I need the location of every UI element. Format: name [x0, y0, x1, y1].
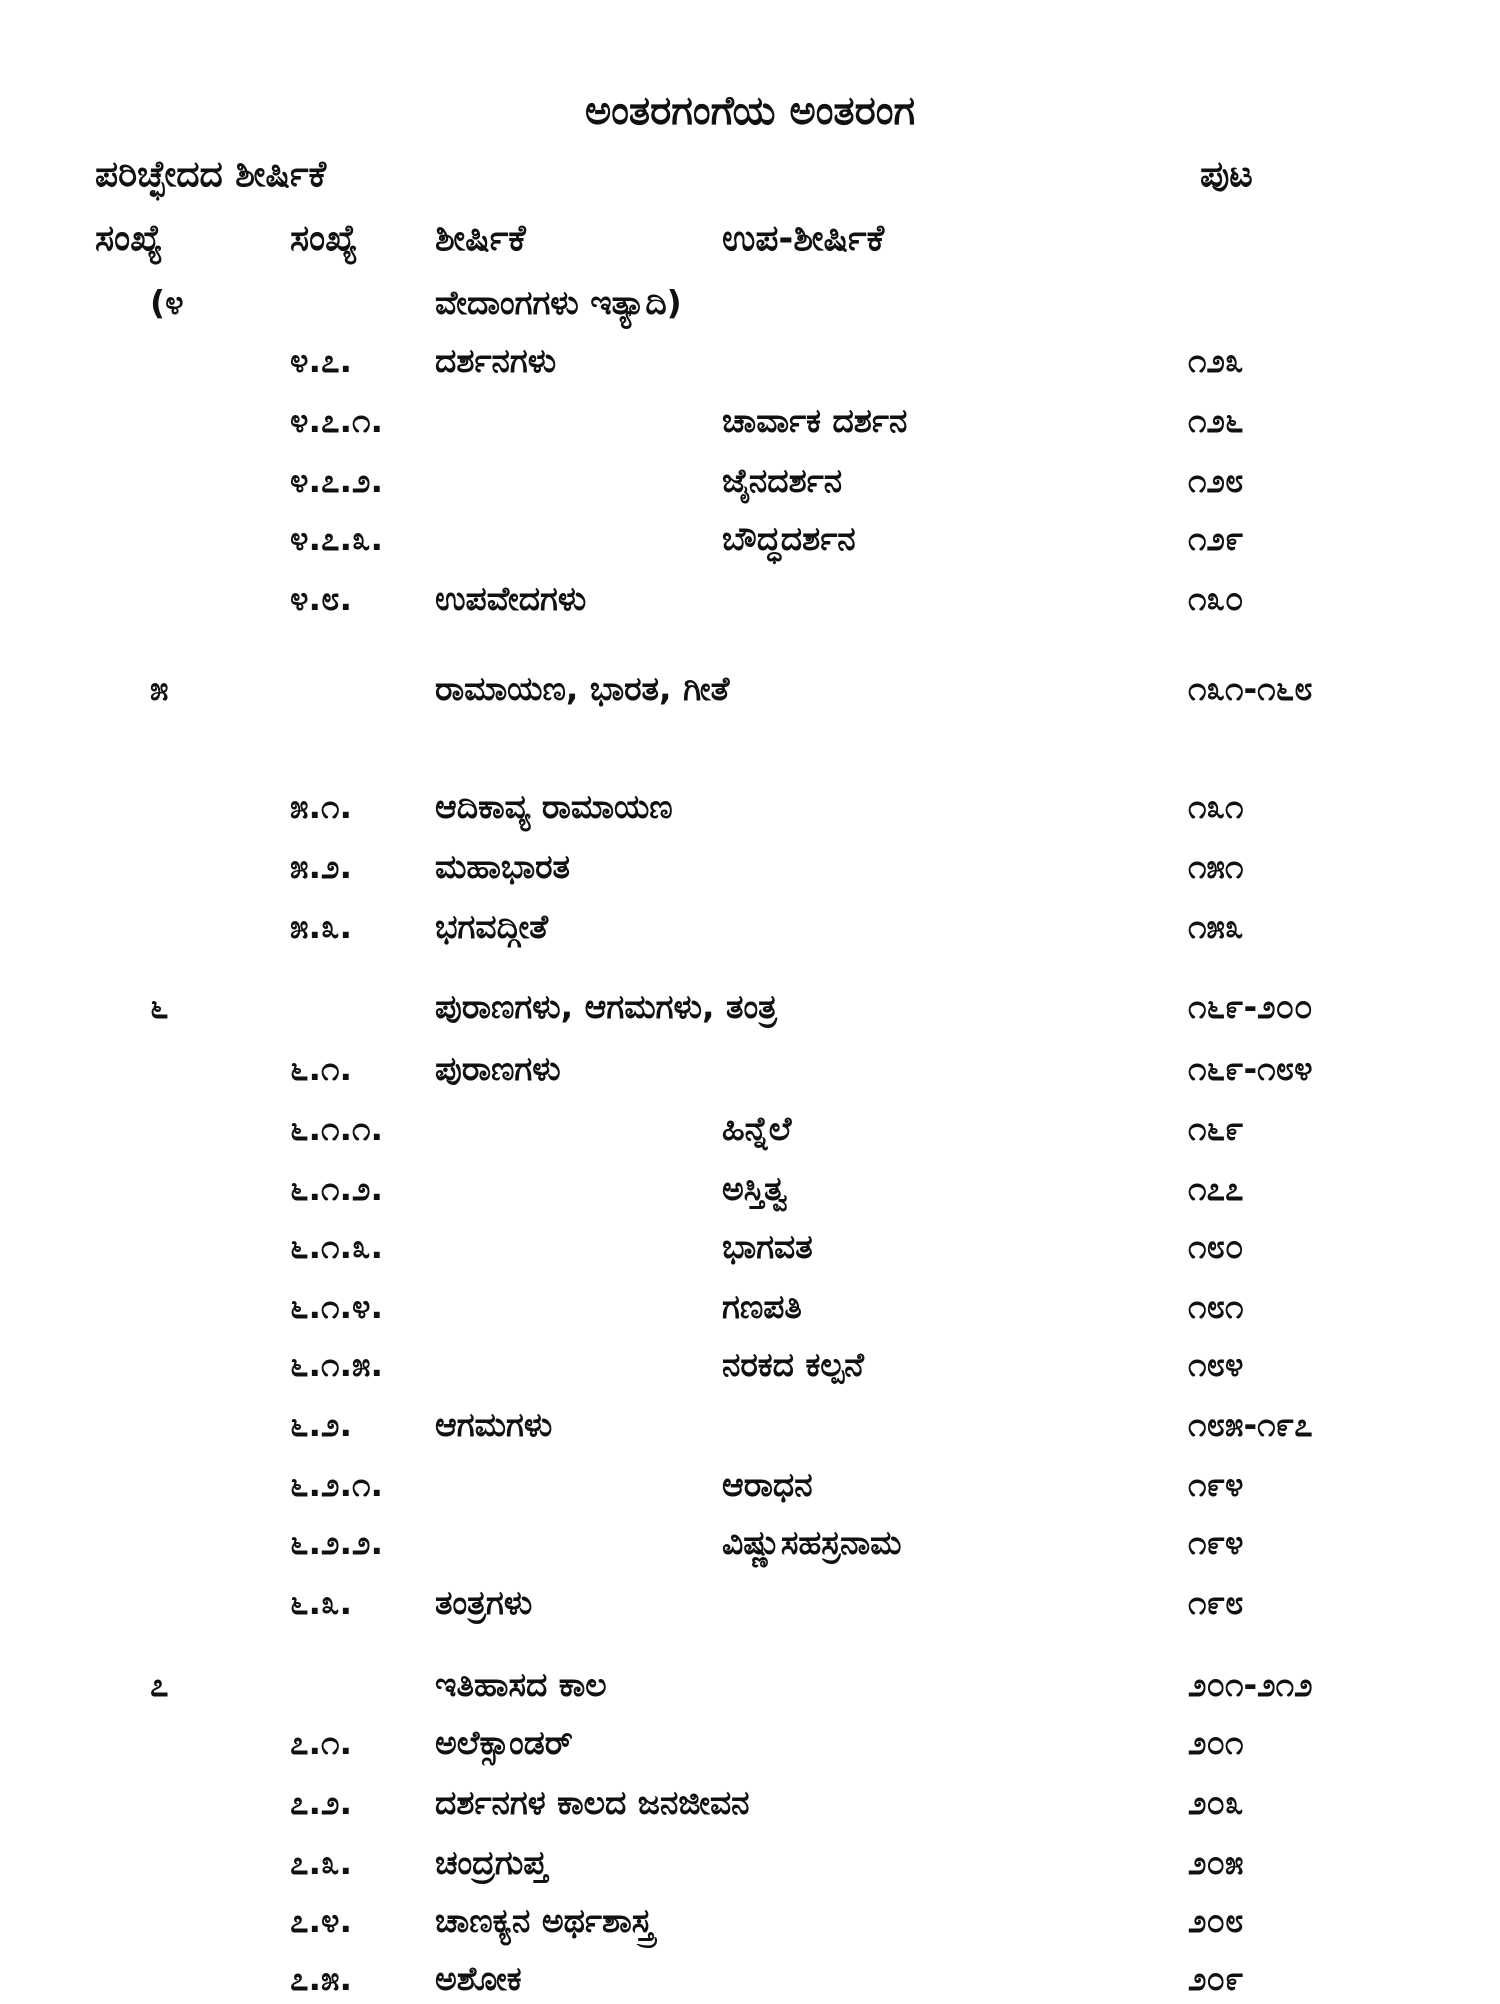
- row-chapter-number: ೬: [150, 987, 169, 1026]
- row-section-number: ೭.೨.: [290, 1783, 353, 1822]
- row-section-number: ೭.೫.: [290, 1959, 353, 1998]
- toc-row: [0, 456, 1500, 506]
- header-number-section: ಸಂಖ್ಯೆ: [290, 218, 358, 259]
- row-section-number: ೬.೧.೨.: [290, 1169, 384, 1208]
- row-page: ೧೮೦: [1188, 1227, 1244, 1266]
- toc-row: [0, 842, 1500, 892]
- toc-row: [0, 1954, 1500, 2004]
- toc-row: [0, 396, 1500, 446]
- row-heading: ಪುರಾಣಗಳು: [435, 1049, 561, 1088]
- row-heading: ಚಂದ್ರಗುಪ್ತ: [435, 1843, 548, 1882]
- row-page: ೨೦೮: [1188, 1901, 1244, 1940]
- toc-row: [0, 1104, 1500, 1154]
- row-heading: ಉಪವೇದಗಳು: [435, 579, 587, 618]
- row-section-number: ೫.೨.: [290, 847, 353, 886]
- row-subheading: ಬೌದ್ಧದರ್ಶನ: [722, 519, 856, 558]
- row-heading: ದರ್ಶನಗಳು: [435, 341, 557, 380]
- row-section-number: ೬.೧.೫.: [290, 1345, 384, 1384]
- row-heading: ಭಗವದ್ಗೀತೆ: [435, 907, 549, 946]
- row-page: ೧೩೦: [1188, 579, 1244, 618]
- header-number-chapter: ಸಂಖ್ಯೆ: [95, 218, 163, 259]
- page-title: ಅಂತರಗಂಗೆಯ ಅಂತರಂಗ: [584, 88, 916, 134]
- row-subheading: ಅಸ್ತಿತ್ವ: [722, 1169, 788, 1208]
- row-subheading: ಚಾರ್ವಾಕ ದರ್ಶನ: [722, 401, 908, 440]
- row-section-number: ೬.೨.೨.: [290, 1523, 384, 1562]
- row-section-number: ೭.೪.: [290, 1901, 353, 1940]
- row-subheading: ಹಿನ್ನೆಲೆ: [722, 1109, 792, 1148]
- row-section-number: ೬.೨.: [290, 1405, 353, 1444]
- toc-row: [0, 1518, 1500, 1568]
- toc-row: [0, 1460, 1500, 1510]
- row-heading: ರಾಮಾಯಣ, ಭಾರತ, ಗೀತೆ: [435, 669, 730, 708]
- row-page: ೧೯೮: [1188, 1583, 1244, 1622]
- row-subheading: ಆರಾಧನ: [722, 1465, 813, 1504]
- row-subheading: ಗಣಪತಿ: [722, 1287, 802, 1326]
- row-heading: ಆದಿಕಾವ್ಯ ರಾಮಾಯಣ: [435, 787, 673, 826]
- row-page: ೧೨೩: [1188, 341, 1244, 380]
- toc-row: [0, 982, 1500, 1032]
- row-section-number: ೬.೧.: [290, 1049, 353, 1088]
- header-heading: ಶೀರ್ಷಿಕೆ: [435, 218, 526, 259]
- row-page: ೨೦೩: [1188, 1783, 1244, 1822]
- row-page: ೧೭೭: [1188, 1169, 1244, 1208]
- toc-row: [0, 278, 1500, 328]
- header-chapter-title: ಪರಿಚ್ಛೇದದ ಶೀರ್ಷಿಕೆ: [95, 154, 327, 195]
- toc-row: [0, 1838, 1500, 1888]
- row-page: ೧೯೪: [1188, 1523, 1244, 1562]
- row-section-number: ೬.೧.೪.: [290, 1287, 384, 1326]
- row-heading: ಅಲೆಕ್ಸಾಂಡರ್: [435, 1723, 573, 1762]
- toc-row: [0, 1282, 1500, 1332]
- row-heading: ಅಶೋಕ: [435, 1959, 522, 1998]
- row-page: ೨೦೫: [1188, 1843, 1244, 1882]
- row-section-number: ೫.೧.: [290, 787, 353, 826]
- row-page: ೧೩೧: [1188, 787, 1244, 826]
- toc-row: [0, 514, 1500, 564]
- row-page: ೧೨೯: [1188, 519, 1244, 558]
- row-chapter-number: ೭: [150, 1665, 169, 1704]
- toc-row: [0, 664, 1500, 714]
- toc-row: [0, 902, 1500, 952]
- row-section-number: ೪.೭.೩.: [290, 519, 384, 558]
- toc-row: [0, 782, 1500, 832]
- row-section-number: ೪.೮.: [290, 579, 353, 618]
- row-page: ೧೨೮: [1188, 461, 1244, 500]
- toc-row: [0, 1896, 1500, 1946]
- row-page: ೧೬೯-೧೮೪: [1188, 1049, 1313, 1088]
- toc-row: [0, 1222, 1500, 1272]
- row-page: ೧೮೧: [1188, 1287, 1244, 1326]
- row-page: ೨೦೧: [1188, 1723, 1244, 1762]
- row-section-number: ೪.೭.: [290, 341, 353, 380]
- row-page: ೧೯೪: [1188, 1465, 1244, 1504]
- row-section-number: ೪.೭.೨.: [290, 461, 384, 500]
- row-chapter-number: ೫: [150, 669, 169, 708]
- row-heading: ಪುರಾಣಗಳು, ಆಗಮಗಳು, ತಂತ್ರ: [435, 987, 777, 1026]
- row-page: ೧೮೪: [1188, 1345, 1244, 1384]
- row-section-number: ೭.೧.: [290, 1723, 353, 1762]
- row-page: ೧೬೯: [1188, 1109, 1244, 1148]
- row-page: ೨೦೯: [1188, 1959, 1244, 1998]
- row-section-number: ೭.೩.: [290, 1843, 353, 1882]
- row-page: ೧೬೯-೨೦೦: [1188, 987, 1313, 1026]
- row-page: ೧೮೫-೧೯೭: [1188, 1405, 1313, 1444]
- row-section-number: ೬.೨.೧.: [290, 1465, 384, 1504]
- toc-row: [0, 1164, 1500, 1214]
- row-page: ೨೦೧-೨೧೨: [1188, 1665, 1313, 1704]
- row-section-number: ೬.೧.೩.: [290, 1227, 384, 1266]
- toc-row: [0, 1778, 1500, 1828]
- row-heading: ಆಗಮಗಳು: [435, 1405, 553, 1444]
- row-subheading: ವಿಷ್ಣುಸಹಸ್ರನಾಮ: [722, 1523, 902, 1562]
- toc-row: [0, 1044, 1500, 1094]
- row-section-number: ೬.೩.: [290, 1583, 353, 1622]
- row-heading: ವೇದಾಂಗಗಳು ಇತ್ಯಾದಿ): [435, 283, 682, 322]
- row-heading: ದರ್ಶನಗಳ ಕಾಲದ ಜನಜೀವನ: [435, 1783, 750, 1822]
- row-page: ೧೫೧: [1188, 847, 1244, 886]
- row-chapter-number: (೪: [150, 283, 184, 322]
- row-section-number: ೪.೭.೧.: [290, 401, 384, 440]
- row-subheading: ನರಕದ ಕಲ್ಪನೆ: [722, 1345, 864, 1384]
- header-page: ಪುಟ: [1200, 154, 1253, 195]
- row-subheading: ಜೈನದರ್ಶನ: [722, 461, 843, 500]
- toc-row: [0, 1400, 1500, 1450]
- row-page: ೧೨೬: [1188, 401, 1244, 440]
- row-section-number: ೬.೧.೧.: [290, 1109, 384, 1148]
- row-subheading: ಭಾಗವತ: [722, 1227, 813, 1266]
- header-subheading: ಉಪ-ಶೀರ್ಷಿಕೆ: [722, 218, 885, 259]
- row-section-number: ೫.೩.: [290, 907, 353, 946]
- toc-row: [0, 1340, 1500, 1390]
- toc-row: [0, 574, 1500, 624]
- row-page: ೧೫೩: [1188, 907, 1244, 946]
- row-heading: ತಂತ್ರಗಳು: [435, 1583, 533, 1622]
- toc-row: [0, 1718, 1500, 1768]
- toc-row: [0, 336, 1500, 386]
- row-heading: ಇತಿಹಾಸದ ಕಾಲ: [435, 1665, 607, 1704]
- toc-row: [0, 1578, 1500, 1628]
- row-page: ೧೩೧-೧೬೮: [1188, 669, 1313, 708]
- row-heading: ಚಾಣಕ್ಯನ ಅರ್ಥಶಾಸ್ತ್ರ: [435, 1901, 654, 1940]
- toc-row: [0, 1660, 1500, 1710]
- row-heading: ಮಹಾಭಾರತ: [435, 847, 571, 886]
